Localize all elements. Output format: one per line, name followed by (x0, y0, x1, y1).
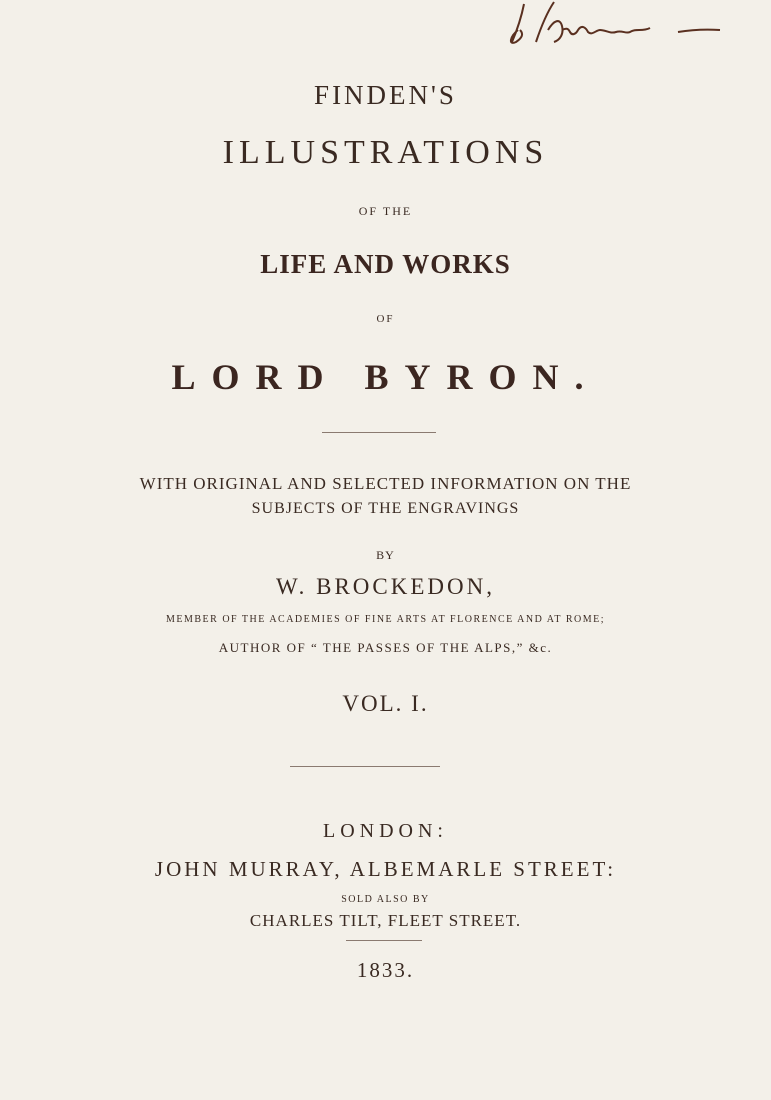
sold-also-line: SOLD ALSO BY (341, 894, 430, 905)
divider-rule-3 (346, 940, 422, 941)
of-line: OF (376, 313, 395, 325)
description-line-2: SUBJECTS OF THE ENGRAVINGS (251, 500, 520, 517)
by-line: BY (376, 548, 395, 562)
publisher-line: JOHN MURRAY, ALBEMARLE STREET: (154, 857, 617, 881)
life-and-works-line: LIFE AND WORKS (260, 249, 511, 279)
handwritten-signature (490, 0, 730, 56)
finden-line: FINDEN'S (314, 80, 457, 110)
of-the-line: OF THE (358, 204, 413, 218)
member-line: MEMBER OF THE ACADEMIES OF FINE ARTS AT FLORENCE AND AT ROME; (165, 614, 605, 625)
place-line: LONDON: (323, 820, 448, 842)
author-of-line: AUTHOR OF “ THE PASSES OF THE ALPS,” &c. (218, 640, 553, 655)
lord-byron-line: LORD BYRON. (171, 357, 600, 397)
author-name: W. BROCKEDON, (276, 574, 495, 599)
divider-rule-1 (322, 432, 436, 433)
volume-label: VOL. I. (342, 691, 429, 716)
divider-rule-2 (290, 766, 440, 767)
description-line-1: WITH ORIGINAL AND SELECTED INFORMATION ON THE (139, 474, 632, 493)
year-line: 1833. (356, 958, 415, 982)
illustrations-line: ILLUSTRATIONS (222, 134, 549, 171)
seller-line: CHARLES TILT, FLEET STREET. (249, 911, 522, 930)
